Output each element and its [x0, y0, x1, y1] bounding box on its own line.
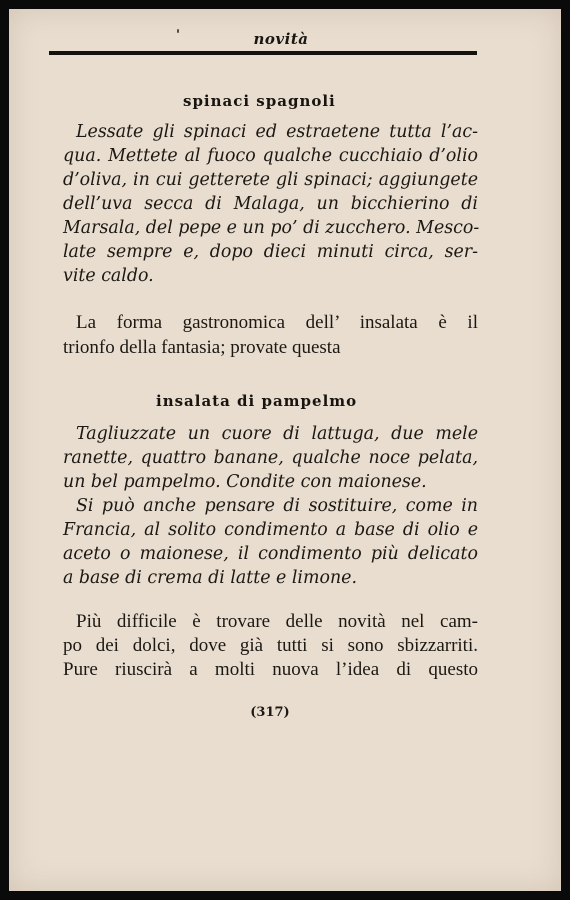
intro-text-line: trionfo della fantasia; provate questa: [63, 337, 341, 358]
recipe-title-insalata: insalata di pampelmo: [156, 392, 358, 410]
recipe-text-line: Lessate gli spinaci ed estraetene tutta l’ac-: [76, 122, 478, 142]
recipe-text-line: Marsala, del pepe e un po’ di zucchero. Mesco-: [63, 218, 480, 238]
recipe-text-line: a base di crema di latte e limone.: [63, 568, 357, 588]
recipe-text-line: vite caldo.: [63, 266, 154, 286]
recipe-text-line: d’oliva, in cui getterete gli spinaci; aggiungete: [63, 170, 478, 190]
page-number: (317): [250, 705, 290, 720]
recipe-text-line: aceto o maionese, il condimento più delicato: [63, 544, 478, 564]
closing-text-line: Più difficile è trovare delle novità nel cam-: [76, 611, 478, 632]
running-head: novità: [253, 30, 309, 48]
recipe-text-line: dell’uva secca di Malaga, un bicchierino di: [63, 194, 478, 214]
recipe-title-spinaci: spinaci spagnoli: [183, 92, 336, 110]
recipe-text-line: Si può anche pensare di sostituire, come in: [76, 496, 478, 516]
header-rule: [49, 51, 477, 55]
closing-text-line: po dei dolci, dove già tutti si sono sbizzarriti.: [63, 635, 478, 656]
recipe-text-line: ranette, quattro banane, qualche noce pelata,: [63, 448, 478, 468]
recipe-text-line: qua. Mettete al fuoco qualche cucchiaio d’olio: [63, 146, 478, 166]
recipe-text-line: late sempre e, dopo dieci minuti circa, ser-: [63, 242, 478, 262]
closing-text-line: Pure riuscirà a molti nuova l’idea di questo: [63, 659, 478, 680]
ink-speck: [177, 29, 179, 33]
recipe-text-line: un bel pampelmo. Condite con maionese.: [63, 472, 427, 492]
recipe-text-line: Francia, al solito condimento a base di olio e: [63, 520, 478, 540]
intro-text-line: La forma gastronomica dell’ insalata è il: [76, 312, 478, 333]
recipe-text-line: Tagliuzzate un cuore di lattuga, due mele: [76, 424, 478, 444]
